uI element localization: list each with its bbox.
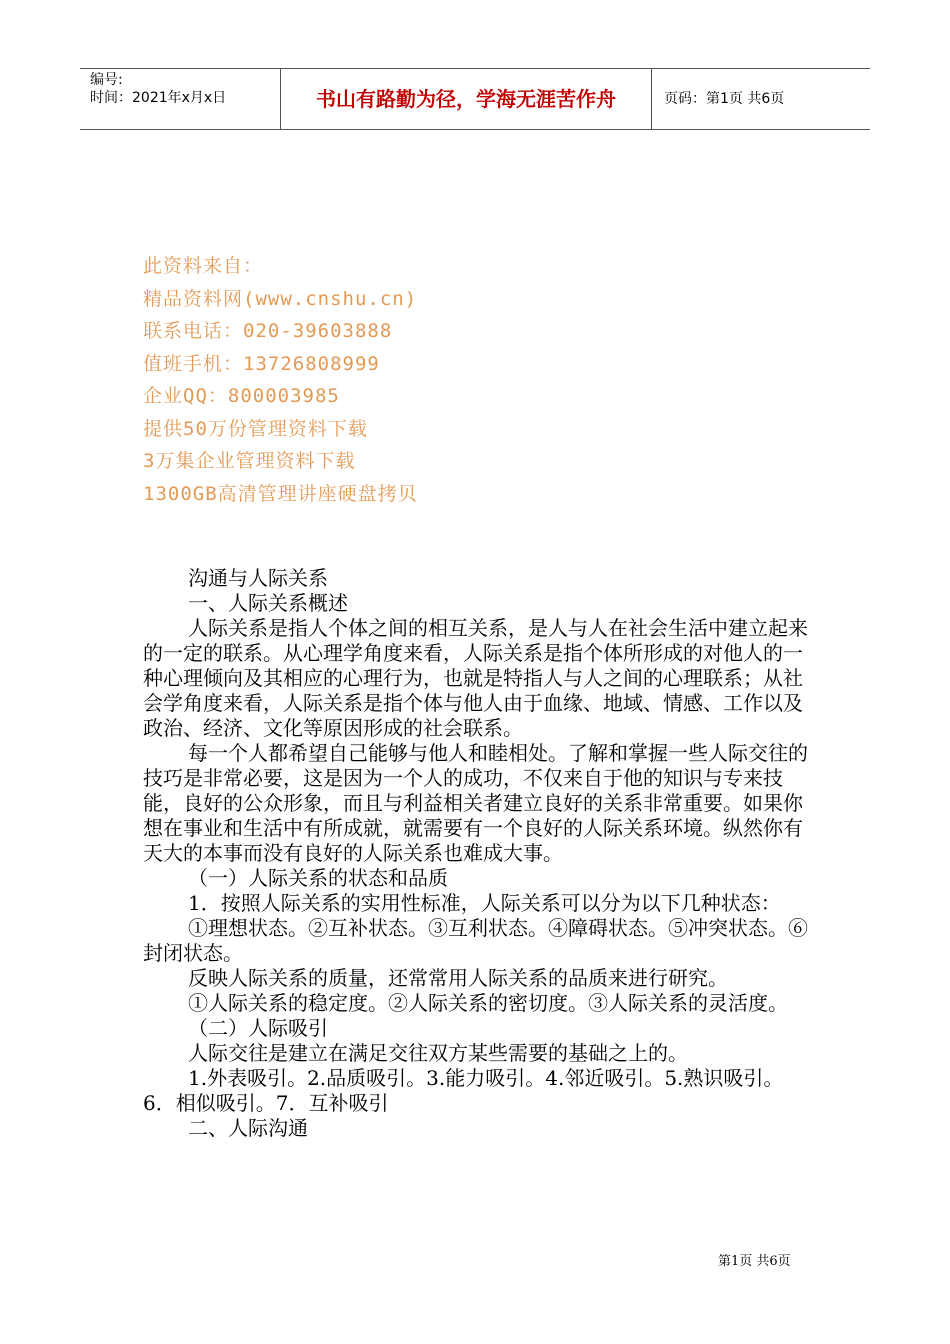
source-line: 提供50万份管理资料下载 [143,417,368,440]
paragraph: 人际交往是建立在满足交往双方某些需要的基础之上的。 [188,1041,688,1065]
paragraph: 1.外表吸引。2.品质吸引。3.能力吸引。4.邻近吸引。5.熟识吸引。6．相似吸引。7．互补吸引 [143,1066,784,1115]
time-label: 时间：2021年x月x日 [90,90,227,106]
section-heading: 二、人际沟通 [188,1116,308,1140]
header-right-cell [652,69,870,129]
source-line: 此资料来自： [143,255,264,277]
page-header [80,68,870,130]
source-line: 精品资料网(www.cnshu.cn) [143,287,418,310]
source-line: 值班手机：13726808999 [143,352,380,375]
source-line: 企业QQ：800003985 [143,385,340,407]
source-info-block [143,250,418,510]
source-line: 1300GB高清管理讲座硬盘拷贝 [143,482,418,505]
page-footer: 第1页 共6页 [718,1254,791,1269]
source-line: 联系电话：020-39603888 [143,320,393,342]
document-body [143,566,813,1141]
header-motto: 书山有路勤为径，学海无涯苦作舟 [316,87,616,111]
header-left-cell [80,69,281,129]
paragraph: 每一个人都希望自己能够与他人和睦相处。了解和掌握一些人际交往的技巧是非常必要，这是因为一个人的成功，不仅来自于他的知识与专来技能，良好的公众形象，而且与利益相关者建立良好的关系非常重要。如果你想在事业和生活中有所成就，就需要有一个良好的人际关系环境。纵然你有天大的本事而没有良好的人际关系也难成大事。 [143,741,808,865]
subsection-heading: （一）人际关系的状态和品质 [188,866,448,890]
paragraph: 1．按照人际关系的实用性标准，人际关系可以分为以下几种状态： [188,891,781,915]
header-page-info: 页码：第1页 共6页 [664,91,785,107]
paragraph: 人际关系是指人个体之间的相互关系，是人与人在社会生活中建立起来的一定的联系。从心理学角度来看，人际关系是指个体所形成的对他人的一种心理倾向及其相应的心理行为，也就是特指人与人之间的心理联系；从社会学角度来看，人际关系是指个体与他人由于血缘、地域、情感、工作以及政治、经济、文化等原因形成的社会联系。 [143,616,808,740]
subsection-heading: （二）人际吸引 [188,1016,328,1040]
header-middle-cell [281,69,652,129]
paragraph: 反映人际关系的质量，还常常用人际关系的品质来进行研究。 [188,966,728,990]
section-heading: 一、人际关系概述 [188,591,348,615]
number-label: 编号: [90,72,123,88]
paragraph: ①理想状态。②互补状态。③互利状态。④障碍状态。⑤冲突状态。⑥封闭状态。 [143,916,808,965]
source-line: 3万集企业管理资料下载 [143,450,356,472]
document-title: 沟通与人际关系 [188,566,328,590]
paragraph: ①人际关系的稳定度。②人际关系的密切度。③人际关系的灵活度。 [188,991,788,1015]
